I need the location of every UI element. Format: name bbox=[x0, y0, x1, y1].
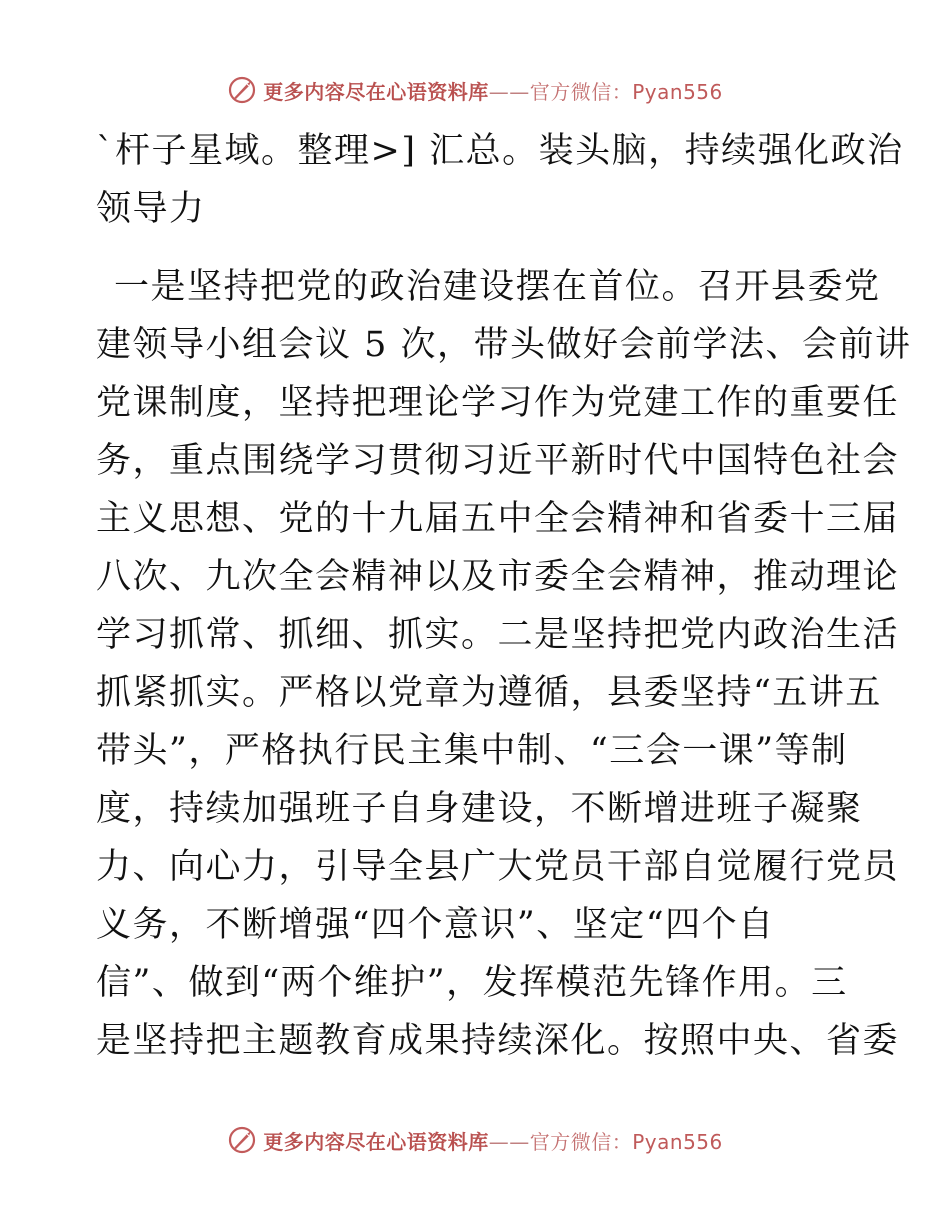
body-line: 学习抓常、抓细、抓实。二是坚持把党内政治生活 bbox=[96, 615, 900, 655]
banner-dash: —— bbox=[488, 79, 530, 104]
heading-line: 领导力 bbox=[96, 189, 206, 229]
heading-line: `杆子星域。整理>] 汇总。装头脑，持续强化政治 bbox=[96, 131, 904, 171]
banner-dash: —— bbox=[488, 1129, 530, 1154]
banner-wechat-id: Pyan556 bbox=[632, 1129, 723, 1154]
body-line: 是坚持把主题教育成果持续深化。按照中央、省委 bbox=[96, 1021, 900, 1061]
footer-banner bbox=[0, 1120, 950, 1160]
body-line: 信”、做到“两个维护”，发挥模范先锋作用。三 bbox=[96, 963, 848, 1003]
body-line: 带头”，严格执行民主集中制、“三会一课”等制 bbox=[96, 731, 848, 771]
body-line: 主义思想、党的十九届五中全会精神和省委十三届 bbox=[96, 499, 900, 539]
banner-contact-label: 官方微信： bbox=[529, 1129, 633, 1154]
body-line: 一是坚持把党的政治建设摆在首位。召开县委党 bbox=[114, 267, 881, 307]
body-line: 建领导小组会议 5 次，带头做好会前学法、会前讲 bbox=[96, 325, 912, 365]
banner-contact-label: 官方微信： bbox=[529, 79, 633, 104]
header-banner bbox=[0, 70, 950, 110]
banner-text bbox=[263, 1126, 723, 1155]
body-line: 度，持续加强班子自身建设，不断增进班子凝聚 bbox=[96, 789, 863, 829]
body-line: 八次、九次全会精神以及市委全会精神，推动理论 bbox=[96, 557, 900, 597]
banner-brand: 更多内容尽在心语资料库 bbox=[263, 1129, 489, 1154]
quill-pen-logo-icon bbox=[227, 1125, 257, 1155]
body-line: 义务，不断增强“四个意识”、坚定“四个自 bbox=[96, 905, 775, 945]
body-line: 务，重点围绕学习贯彻习近平新时代中国特色社会 bbox=[96, 441, 900, 481]
banner-wechat-id: Pyan556 bbox=[632, 79, 723, 104]
quill-pen-logo-icon bbox=[227, 75, 257, 105]
document-body bbox=[96, 122, 912, 1070]
body-line: 抓紧抓实。严格以党章为遵循，县委坚持“五讲五 bbox=[96, 673, 882, 713]
body-line: 党课制度，坚持把理论学习作为党建工作的重要任 bbox=[96, 383, 900, 423]
banner-text bbox=[263, 76, 723, 105]
body-line: 力、向心力，引导全县广大党员干部自觉履行党员 bbox=[96, 847, 900, 887]
banner-brand: 更多内容尽在心语资料库 bbox=[263, 79, 489, 104]
